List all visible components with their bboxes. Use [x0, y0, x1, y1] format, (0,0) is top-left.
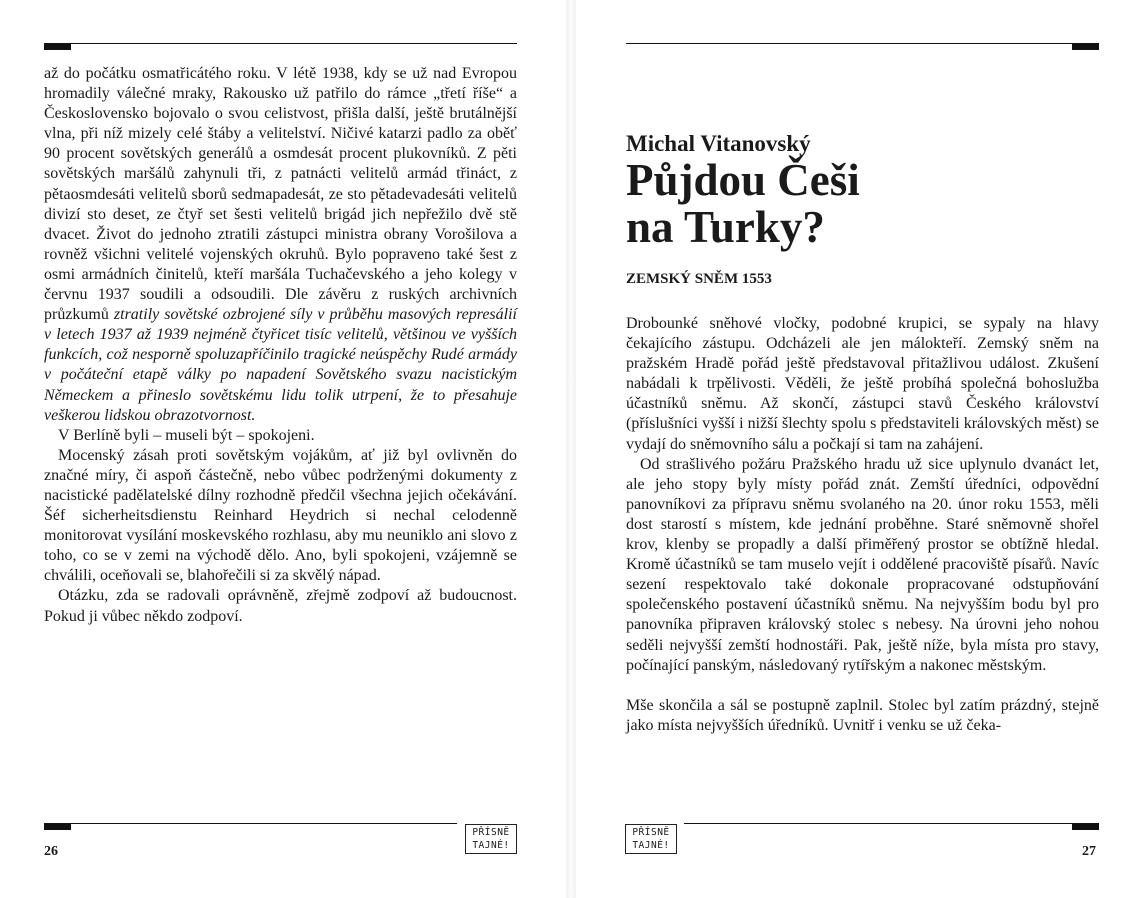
author-name: Michal Vitanovský	[626, 131, 811, 156]
header-tab-marker	[44, 43, 71, 50]
left-body-text	[44, 64, 517, 627]
footer-rule	[684, 823, 1099, 824]
paragraph: V Berlíně byli – museli být – spokojeni.	[58, 426, 315, 444]
text-span: až do počátku osmatřicátého roku. V létě 1938, kdy se už nad Evropou hromadily válečné mraky, Rakousko už patřilo do rámce „třetí říše“ a Československo bojovalo o svou celistvost, přišla další, ještě brutálnější vlna, při níž mizely celé štáby a velitelství. Ničivé katarzi padlo za oběť 90 procent sovětských generálů a osmdesát procent plukovníků. Z pěti sovětských maršálů zahynuli tři, z patnácti velitelů armád třináct, z pětaosmdesáti velitelů sborů sedmapadesát, ze sto pětadevadesáti velitelů divizí sto deset, ze čtyř set šesti velitelů brigád jich nepřežilo dvě stě dvacet. Život do jednoho ztratili zástupci ministra obrany Vorošilova a rovněž všichni velitelé vojenských okruhů. Bylo popraveno také šest z osmi armádních činitelů, kteří maršála Tuchačevského a jeho kolegy v červnu 1937 soudili a odsoudili. Dle závěru z ruských archivních průzkumů	[44, 65, 517, 324]
page-number: 26	[44, 844, 58, 859]
paragraph: Od strašlivého požáru Pražského hradu už sice uplynulo dvanáct let, ale jeho stopy byly místy pořád znát. Zemští úředníci, odpovědní panovníkovi za přípravu sněmu svolaného na 20. únor roku 1553, měli dost starostí s místem, kde jednání proběhne. Staré sněmovně shořel krov, klenby se propadly a další přiměřený prostor se obtížně hledal. Kromě účastníků se tam muselo vejít i oddělené pracoviště písařů. Navíc sezení respektovalo také dokonale propracované odstupňování společenského postavení účastníků sněmu. Na nejvyšším bodu byl pro panovníka připraven královský stolec s nebesy. Na úrovni jeho nohou seděli nejvyšší zemští hodnostáři. Pak, ještě níže, byla místa pro stavy, počínající panským, následovaný rytířským a nakonec městským.	[626, 455, 1099, 674]
chapter-title-line-1: Půjdou Češi	[626, 155, 860, 205]
header-tab-marker	[1072, 43, 1099, 50]
stamp-line-2: TAJNÉ!	[472, 840, 510, 851]
italic-quote: ztratily sovětské ozbrojené síly v průběhu masových represálií v letech 1937 až 1939 nejméně čtyřicet tisíc velitelů, většinou ve vyšších funkcích, což nesporně spoluzapříčinilo tragické neúspěchy Rudé armády v počáteční etapě války po napadení Sovětského svazu nacistickým Německem a přineslo sovětskému lidu tolik utrpení, že to přesahuje veškerou lidskou obrazotvornost.	[44, 306, 517, 424]
paragraph	[44, 64, 517, 426]
paragraph: Mocenský zásah proti sovětským vojákům, ať již byl ovlivněn do značné míry, či aspoň částečně, nebo vůbec podrženými dokumenty z nacistické padělatelské dílny rozhodně předčil všechna jejich očekávání. Šéf sicherheitsdienstu Reinhard Heydrich si nechal celodenně monitorovat vysílání moskevského rozhlasu, aby mu neuniklo ani slovo z toho, co se v zemi na východě dělo. Ano, byli spokojeni, vzájemně se chválili, oceňovali se, blahořečili si za skvělý nápad.	[44, 446, 517, 585]
left-page	[0, 0, 566, 898]
page-number: 27	[1082, 844, 1096, 859]
stamp-line-1: PŘÍSNĚ	[632, 827, 670, 838]
footer-tab-marker	[44, 823, 71, 830]
right-body-text	[626, 314, 1099, 736]
chapter-title	[626, 157, 860, 251]
stamp-line-2: TAJNÉ!	[632, 840, 670, 851]
header-rule	[626, 43, 1099, 44]
footer-rule	[44, 823, 457, 824]
paragraph: Otázku, zda se radovali oprávněně, zřejmě zodpoví až budoucnost. Pokud ji vůbec někdo zodpoví.	[44, 587, 517, 625]
paragraph: Drobounké sněhové vločky, podobné krupici, se sypaly na hlavy čekajícího zástupu. Odcházeli ale jen málokteří. Zemský sněm na pražském Hradě pořád ještě představoval přitažlivou událost. Zkušení nabádali k trpělivosti. Věděli, že ještě probíhá společná bohoslužba účastníků sněmu. Až skončí, zástupci stavů Českého království (příslušníci vyšší i nižší šlechty spolu s představiteli královských měst) se vydají do sněmovního sálu a počkají si tam na zahájení.	[626, 315, 1099, 453]
top-secret-stamp	[465, 824, 517, 854]
paragraph: Mše skončila a sál se postupně zaplnil. Stolec byl zatím prázdný, stejně jako místa nejvyšších úředníků. Uvnitř i venku se už čeka-	[626, 696, 1099, 734]
header-rule	[44, 43, 517, 44]
book-gutter	[566, 0, 576, 898]
stamp-line-1: PŘÍSNĚ	[472, 827, 510, 838]
chapter-subtitle: ZEMSKÝ SNĚM 1553	[626, 271, 772, 287]
top-secret-stamp	[625, 824, 677, 854]
footer-tab-marker	[1072, 823, 1099, 830]
right-page	[576, 0, 1142, 898]
section-break	[626, 676, 1099, 696]
chapter-title-line-2: na Turky?	[626, 202, 825, 252]
